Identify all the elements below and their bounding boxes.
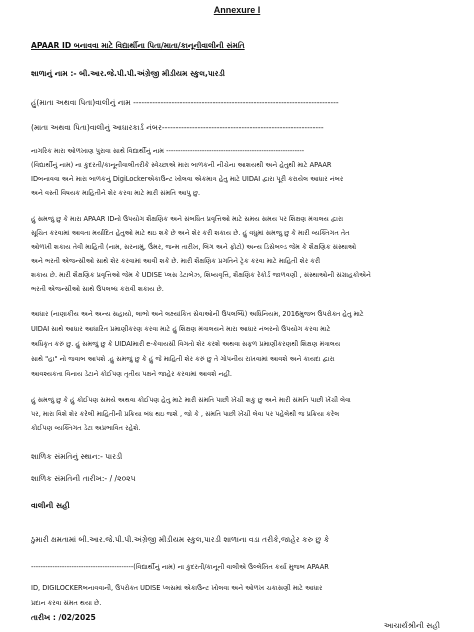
para2-line: સૂચિત કરવામાં આવતા મર્યાદિત હેતુઓ માટે થઇ શકે છે અને શેર કરી શકાય છે. હું વધુમાં સમજુ છુ કે મારી વ્યક્તિગત તેત [31, 229, 350, 237]
para1-line: નાગરિક મારા ઓળખાણ પુરાવા સાથે વિદ્યાર્થીનું નામ ---------------------------------------------------------- [31, 147, 305, 155]
principal-declaration-line: ઠુમારી ક્ષમતામાં બી.આર.જે.પી.પી.અંગ્રેજી મીડીયમ સ્કુલ,પારડી શાળાના વડા તરીકે,જાહેર કરુ છુ કે [31, 535, 330, 544]
consent-place-line: શાળિક સંમતિનું સ્થાન:- પારડી [31, 452, 123, 461]
para3-line: સાથે "હા" નો જવાબ આપશે .હુ સમજું છુ કે હું જે માહિતી શેર કરું છુ તે ગોપનીય રાખવામાં આવશે અને કાયદા દ્વારા [31, 355, 335, 363]
consent-date-line: શાળિક સંમતિની તારીખ:- / /૨૦૨૫ [31, 474, 136, 483]
school-name-line: શાળાનું નામ :- બી.આર.જે.પી.પી.અંગ્રેજી મીડીયમ સ્કુલ,પારડી [31, 69, 225, 78]
form-heading: APAAR ID બનાવવા માટે વિદ્યાર્થીના પિતા/માતા/કાનૂનીવાલીની સંમતિ [31, 41, 245, 50]
para1-line: IDબનાવવા અને મારા બાળકનું DigiLockerએકાઉન્ટ ખોલવા એકમાત્ર હેતુ માટે UIDAI દ્વારા પૂરી કરાયેલ આધાર નંબર [31, 175, 344, 183]
parent-aadhaar-line: (માતા અથવા પિતા)વાલીનું આધારકાર્ડ નંબર----------------------------------------------------------- [31, 123, 324, 132]
para3-line: આધાર (નાણાકીય અને અન્ય સહાયો, લાભો અને લક્ષ્યાંકિત સેવાઓની ઉપલબ્ધિ) અધિનિયમ, 2016મુજબ ઉપરોક્ત હેતુ માટે [31, 310, 364, 318]
para3-line: અધિકૃત કરું છુ. હું સમજું છુ કે UIDAIમારી e-કેવાયસી વિગતો શેર કરશે અથવા સફળ પ્રમાણીકરણથી શિક્ષણ મંત્રાલય [31, 340, 341, 348]
para1-line: (વિદ્યાર્થીનું નામ) ના કુદરતી/કાનૂનીવાલીતરીકે સ્વેચ્છાએ મારા બાળકની નીચેના આશયથી અને હેતુથી માટે APAAR [31, 161, 332, 169]
para2-line: ઓળખી શકાય તેવી માહિતી (નામ, સરનામું, ઉંમર, જન્મ તારીખ, લિંગ અને ફોટો) અન્ય ડિસેબલ્ડ જેમ કે શૈક્ષણિક સંસ્થાઓ [31, 243, 357, 251]
para4-line: પર, મારા વિશે શેર કરેલી માહિતીની પ્રક્રિયા બંધ થઇ જશે , જો કે , સંમતિ પાછી ખેંચી લેવા પર પહેલેથી જ પ્રક્રિયા કરેલ [31, 410, 340, 418]
para2-line: ભરતી એજન્સીઓ સાથે ઉપલબ્ધ કરાવી શકાય છે. [31, 285, 164, 293]
declaration-line: પ્રદાન કરવા સંમત થયા છે. [31, 599, 102, 607]
para4-line: કોઈપણ વ્યક્તિગત ડેટા અપ્રભાવિત રહેશે. [31, 424, 141, 432]
principal-date: તારીખ : /02/2025 [31, 613, 96, 622]
parent-name-line: હું(માતા અથવા પિતા)વાલીનું નામ --------------------------------------------------------------------------- [31, 98, 339, 107]
para4-line: હું સમજું છુ કે હું કોઈપણ સમયે અથવા કોઈપણ હેતુ માટે મારી સંમતિ પાછી ખેંચી શકુ છુ અને મારી સંમતિ પાછી ખેંચી લેવા [31, 396, 351, 404]
para3-line: આવશ્યકતા વિનાય ડેટાને કોઈપણ તૃતીય પક્ષને જાહેર કરવામાં આવશે નહીં. [31, 370, 233, 378]
declaration-line: -------------------------------------------(વિદ્યાર્થીનું નામ) ના કુદરતી/કાનૂની વાલીએ ઉલ્લેખિત કર્યા મુજબ APAAR [31, 563, 329, 571]
principal-signature-label: આચાર્યશ્રીની સહી [383, 621, 440, 630]
para2-line: શકાય છે. મારી શૈક્ષણિક પ્રવૃત્તિઓ જેમ કે UDISE પ્લસ ડેટાબેઝ, શિષ્યવૃત્તિ, શૈક્ષણિક રેકોર્ડ જાળવણી , સંસ્થાઓની સંગ્રાહકોએને [31, 271, 371, 279]
guardian-signature-label: વાલીની સહી [31, 501, 70, 510]
para2-line: હું સમજું છુ કે મારા APAAR IDનો ઉપયોગ શૈક્ષણિક અને સંબધિત પ્રવૃત્તિઓ માટે સમય સમય પર શિક્ષણ મંત્રાલય દ્વારા [31, 215, 344, 223]
para3-line: UIDAI સાથે આધાર આધારિત પ્રમાણીકરણ કરવા માટે હું શિક્ષણ મંત્રાલયને મારા આધાર નંબરનો ઉપયોગ કરવા માટે [31, 325, 331, 333]
para1-line: અને વસ્તી વિષયક માહિતીને શેર કરવા માટે મારી સંમતિ આપુ છુ. [31, 189, 201, 197]
annexure-title: Annexure I [213, 5, 261, 15]
declaration-line: ID, DIGILOCKERબનાવવાની, ઉપરોક્ત UDISE પ્લસમાં એકાઉન્ટ ખોલવા અને ઓળખ ચકાસણી માટે આધાર [31, 584, 323, 592]
para2-line: અને ભરતી એજન્સીઓ સાથે શેર કરવામાં આવી શકે છે. મારી શૈક્ષણિક પ્રગતિને ટ્રેક કરવા માટે માહિતી શેર કરી [31, 257, 321, 265]
